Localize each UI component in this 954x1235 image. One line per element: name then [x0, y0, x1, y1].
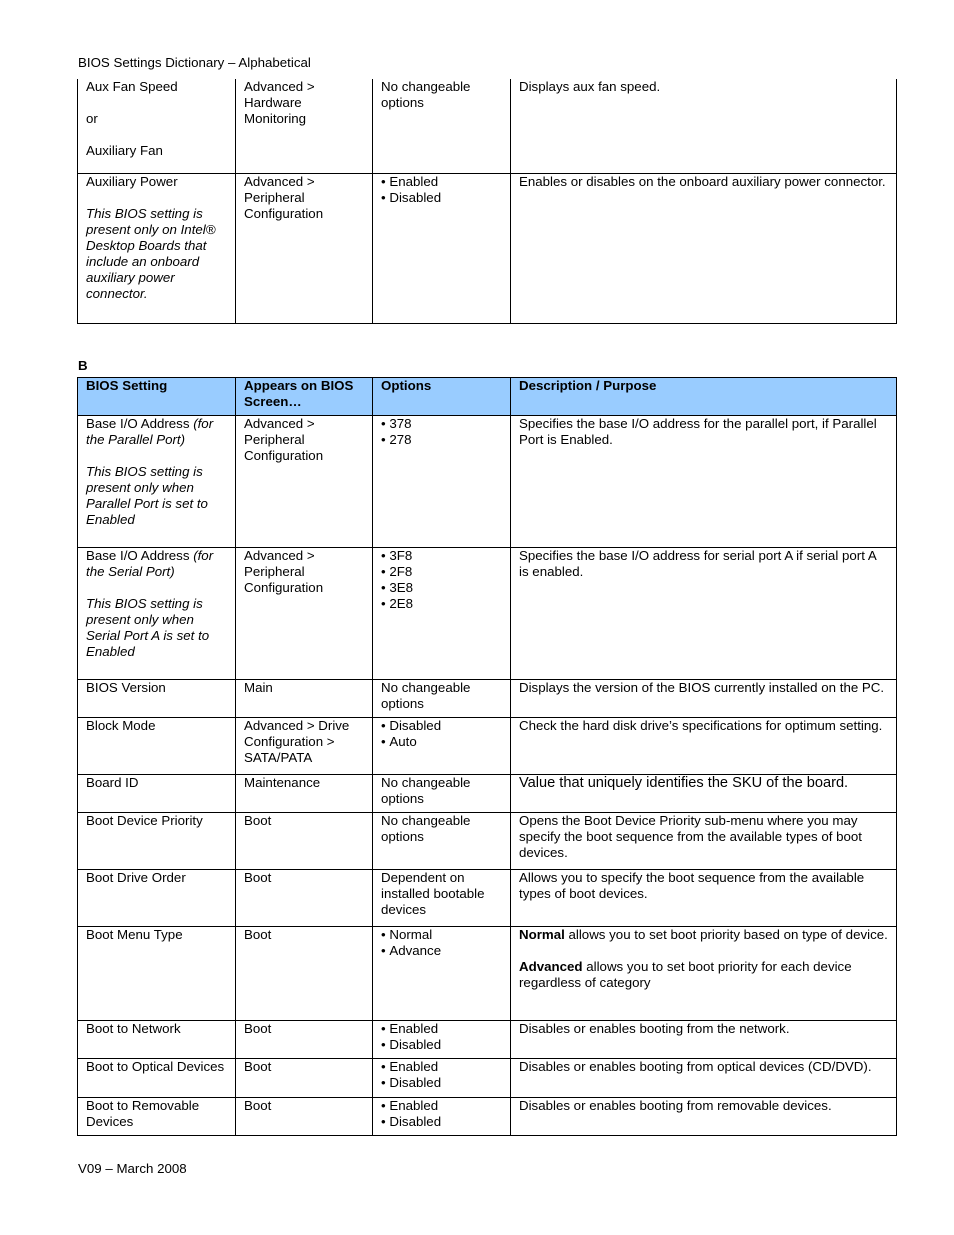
setting-cell: Boot to Optical Devices	[78, 1059, 236, 1098]
setting-note: This BIOS setting is present only when Serial Port A is set to Enabled	[86, 596, 210, 659]
options-list	[381, 416, 503, 448]
option-item: • Disabled	[381, 1037, 503, 1053]
option-item: • 2E8	[381, 596, 503, 612]
screen-cell: Advanced > Peripheral Configuration	[236, 548, 373, 680]
screen-cell: Boot	[236, 813, 373, 870]
table-row	[78, 1021, 897, 1059]
options-cell	[373, 1021, 511, 1059]
description-text: allows you to set boot priority for each device regardless of category	[519, 959, 852, 990]
setting-name-line	[86, 416, 228, 448]
option-item: • Disabled	[381, 1075, 503, 1091]
table-row	[78, 1098, 897, 1136]
options-cell	[373, 173, 511, 323]
description-term: Advanced	[519, 959, 583, 974]
settings-table-b	[77, 377, 897, 1136]
page-header: BIOS Settings Dictionary – Alphabetical	[78, 55, 311, 70]
continued-settings-table	[77, 79, 897, 324]
column-header-screen: Appears on BIOS Screen…	[236, 378, 373, 416]
option-item: • 278	[381, 432, 503, 448]
screen-cell: Boot	[236, 1059, 373, 1098]
column-header-options: Options	[373, 378, 511, 416]
column-header-description: Description / Purpose	[511, 378, 897, 416]
option-item: • Advance	[381, 943, 503, 959]
option-item: • Auto	[381, 734, 503, 750]
option-item: • 2F8	[381, 564, 503, 580]
setting-suffix: (for the Serial Port)	[86, 548, 214, 579]
screen-cell: Boot	[236, 927, 373, 1021]
screen-cell: Boot	[236, 1098, 373, 1136]
options-cell	[373, 416, 511, 548]
table-row	[78, 927, 897, 1021]
section-letter: B	[78, 358, 88, 373]
option-item: • Enabled	[381, 1098, 503, 1114]
setting-cell: Boot Device Priority	[78, 813, 236, 870]
option-item: • Enabled	[381, 1021, 503, 1037]
options-list	[381, 1098, 503, 1130]
table-row	[78, 870, 897, 927]
option-item: • Normal	[381, 927, 503, 943]
setting-cell: BIOS Version	[78, 680, 236, 718]
screen-cell: Maintenance	[236, 775, 373, 813]
setting-note: This BIOS setting is present only on Intel® Desktop Boards that include an onboard auxiliary power connector.	[86, 205, 216, 301]
option-item: • Enabled	[381, 174, 503, 190]
setting-name: Auxiliary Power	[86, 173, 178, 189]
options-cell	[373, 1098, 511, 1136]
options-cell: Dependent on installed bootable devices	[373, 870, 511, 927]
description-paragraph	[519, 959, 889, 991]
screen-cell: Boot	[236, 1021, 373, 1059]
page-footer: V09 – March 2008	[78, 1161, 187, 1176]
description-term: Normal	[519, 927, 565, 942]
table-row	[78, 680, 897, 718]
description-cell: Displays the version of the BIOS currently installed on the PC.	[511, 680, 897, 718]
description-cell: Disables or enables booting from optical devices (CD/DVD).	[511, 1059, 897, 1098]
option-item: • 3F8	[381, 548, 503, 564]
table-row	[78, 548, 897, 680]
setting-cell: Boot Drive Order	[78, 870, 236, 927]
setting-cell	[78, 79, 236, 173]
screen-cell: Main	[236, 680, 373, 718]
setting-cell	[78, 416, 236, 548]
table-row	[78, 416, 897, 548]
screen-cell: Advanced > Drive Configuration > SATA/PATA	[236, 718, 373, 775]
option-item: • 378	[381, 416, 503, 432]
setting-name: Aux Fan Speed	[86, 79, 178, 94]
options-cell	[373, 927, 511, 1021]
table-header-row	[78, 378, 897, 416]
setting-cell: Block Mode	[78, 718, 236, 775]
options-cell	[373, 548, 511, 680]
option-item: • Disabled	[381, 190, 503, 206]
setting-cell: Boot to Removable Devices	[78, 1098, 236, 1136]
options-cell: No changeable options	[373, 813, 511, 870]
table-row	[78, 1059, 897, 1098]
description-text: allows you to set boot priority based on type of device.	[564, 927, 888, 942]
table-row	[78, 79, 897, 173]
options-cell: No changeable options	[373, 79, 511, 173]
table-row	[78, 775, 897, 813]
option-item: • 3E8	[381, 580, 503, 596]
description-cell: Specifies the base I/O address for serial port A if serial port A is enabled.	[511, 548, 897, 680]
options-list	[381, 718, 503, 750]
setting-suffix: (for the Parallel Port)	[86, 416, 214, 447]
option-item: • Enabled	[381, 1059, 503, 1075]
description-cell: Disables or enables booting from the network.	[511, 1021, 897, 1059]
options-list	[381, 927, 503, 959]
screen-cell: Advanced > Peripheral Configuration	[236, 173, 373, 323]
description-cell: Value that uniquely identifies the SKU of the board.	[511, 775, 897, 813]
table-row	[78, 173, 897, 323]
options-cell	[373, 718, 511, 775]
table-row	[78, 718, 897, 775]
description-cell: Enables or disables on the onboard auxiliary power connector.	[511, 173, 897, 323]
screen-cell: Advanced > Hardware Monitoring	[236, 79, 373, 173]
options-list	[381, 174, 503, 206]
setting-or: or	[86, 111, 98, 126]
description-cell: Allows you to specify the boot sequence from the available types of boot devices.	[511, 870, 897, 927]
options-cell	[373, 1059, 511, 1098]
options-list	[381, 1059, 503, 1091]
description-cell: Opens the Boot Device Priority sub-menu where you may specify the boot sequence from the available types of boot devices.	[511, 813, 897, 870]
setting-cell: Boot Menu Type	[78, 927, 236, 1021]
description-cell	[511, 927, 897, 1021]
description-cell: Specifies the base I/O address for the parallel port, if Parallel Port is Enabled.	[511, 416, 897, 548]
screen-cell: Boot	[236, 870, 373, 927]
setting-name: Base I/O Address	[86, 548, 190, 563]
options-cell: No changeable options	[373, 775, 511, 813]
setting-cell: Board ID	[78, 775, 236, 813]
setting-note: This BIOS setting is present only when Parallel Port is set to Enabled	[86, 464, 208, 527]
description-cell: Check the hard disk drive’s specifications for optimum setting.	[511, 718, 897, 775]
description-paragraph	[519, 927, 889, 943]
option-item: • Disabled	[381, 718, 503, 734]
setting-name: Base I/O Address	[86, 416, 190, 431]
screen-cell: Advanced > Peripheral Configuration	[236, 416, 373, 548]
options-list	[381, 548, 503, 612]
description-cell: Disables or enables booting from removable devices.	[511, 1098, 897, 1136]
setting-cell	[78, 173, 236, 323]
options-list	[381, 1021, 503, 1053]
setting-cell	[78, 548, 236, 680]
setting-cell: Boot to Network	[78, 1021, 236, 1059]
description-cell: Displays aux fan speed.	[511, 79, 897, 173]
setting-alt-name: Auxiliary Fan	[86, 143, 163, 158]
option-item: • Disabled	[381, 1114, 503, 1130]
table-row	[78, 813, 897, 870]
setting-name-line	[86, 548, 228, 580]
column-header-setting: BIOS Setting	[78, 378, 236, 416]
options-cell: No changeable options	[373, 680, 511, 718]
